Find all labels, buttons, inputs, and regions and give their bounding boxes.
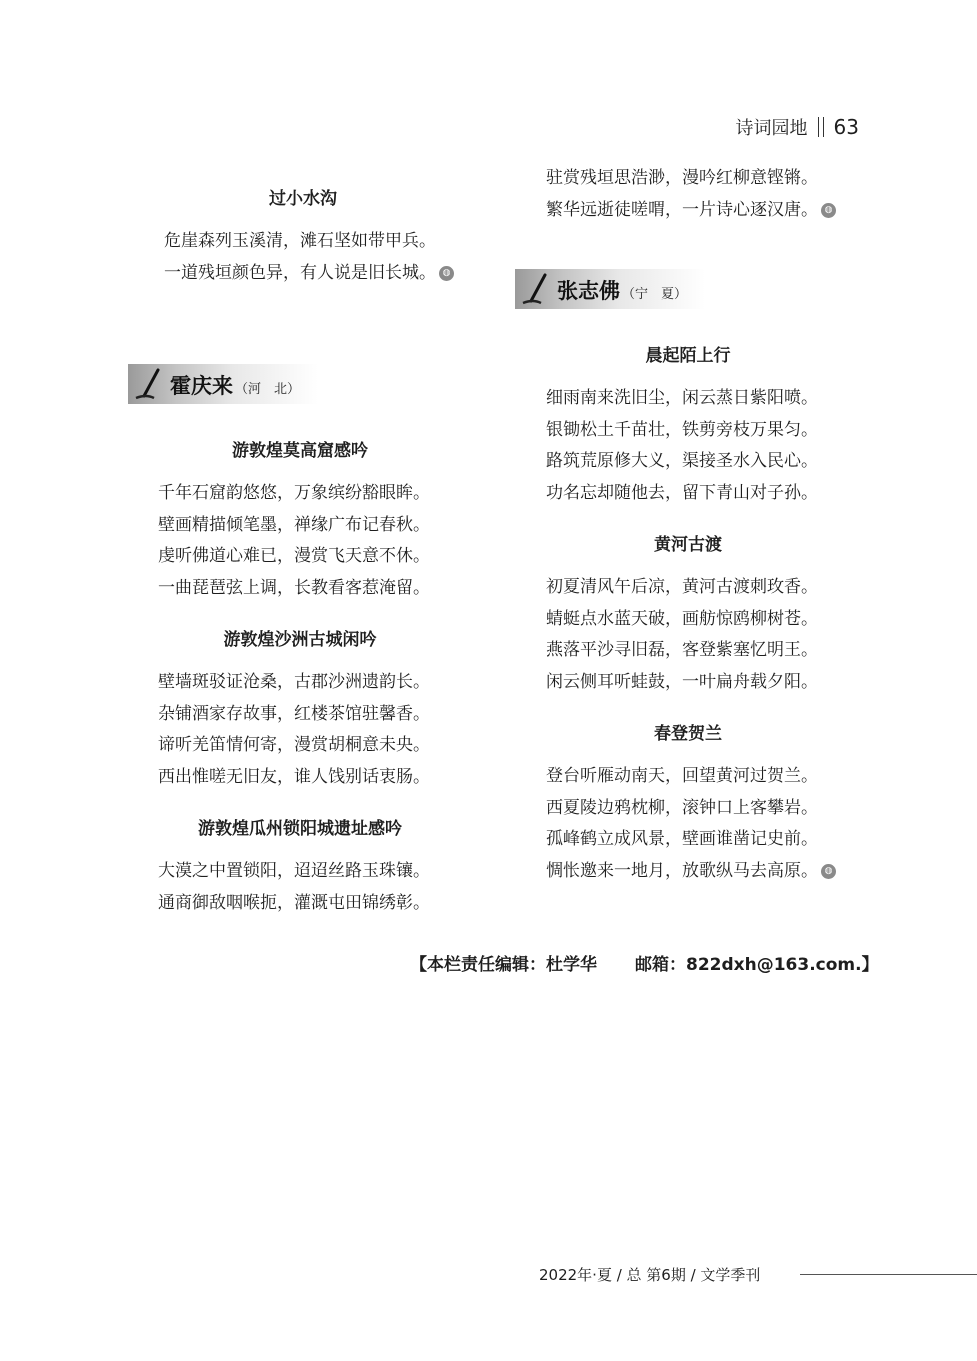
poem-line: 一曲琵琶弦上调，长教看客惹淹留。 bbox=[158, 577, 430, 598]
page-footer: 2022年·夏 / 总 第6期 / 文学季刊 bbox=[539, 1266, 761, 1284]
poem-title: 黄河古渡 bbox=[654, 535, 722, 555]
page-number: 63 bbox=[833, 115, 859, 139]
poem-line: 惆怅邀来一地月，放歌纵马去高原。 ◍ bbox=[546, 856, 836, 888]
editor-credit bbox=[410, 950, 879, 975]
section-title: 诗词园地 bbox=[735, 118, 808, 139]
poem-line: 千年石窟韵悠悠，万象缤纷豁眼眸。 bbox=[158, 483, 430, 503]
poem-body bbox=[158, 667, 430, 793]
poem-body bbox=[546, 761, 836, 887]
author-name: 张志佛 （宁 夏） bbox=[557, 278, 688, 303]
poem-body bbox=[158, 478, 430, 604]
end-mark-icon: ◍ bbox=[439, 266, 454, 281]
poem-line: 危崖森列玉溪清，滩石坚如带甲兵。 bbox=[164, 231, 436, 251]
poem-body bbox=[158, 856, 430, 919]
poem-line: 虔听佛道心难已，漫赏飞天意不休。 bbox=[158, 546, 430, 566]
poem-line: 大漠之中置锁阳，迢迢丝路玉珠镶。 bbox=[158, 861, 430, 881]
poem-title: 过小水沟 bbox=[269, 189, 337, 209]
author-region: （宁 夏） bbox=[622, 287, 688, 302]
poem-line: 谛听羌笛情何寄，漫赏胡桐意未央。 bbox=[158, 735, 430, 755]
poem-line: 闲云侧耳听蛙鼓，一叶扁舟载夕阳。 bbox=[546, 671, 818, 692]
header-separator bbox=[818, 117, 824, 137]
poem-line: 一道残垣颜色异，有人说是旧长城。 ◍ bbox=[164, 258, 454, 290]
end-mark-icon: ◍ bbox=[821, 864, 836, 879]
author-heading bbox=[128, 364, 318, 404]
poem-line: 壁画精描倾笔墨，禅缘广布记春秋。 bbox=[158, 514, 430, 535]
poem-title: 春登贺兰 bbox=[654, 724, 722, 744]
poem-line: 燕落平沙寻旧磊，客登紫塞忆明王。 bbox=[546, 640, 818, 660]
brush-icon bbox=[134, 368, 164, 400]
poem-line: 路筑荒原修大义，渠接圣水入民心。 bbox=[546, 451, 818, 471]
poem-line: 驻赏残垣思浩渺，漫吟红柳意铿锵。 bbox=[546, 168, 818, 188]
poem-line: 杂铺酒家存故事，红楼茶馆驻馨香。 bbox=[158, 703, 430, 724]
poem-line: 孤峰鹤立成风景，壁画谁凿记史前。 bbox=[546, 829, 818, 849]
poem-line: 银锄松土千苗壮，铁剪旁枝万果匀。 bbox=[546, 419, 818, 440]
editor-email: 邮箱：822dxh@163.com.】 bbox=[635, 955, 879, 975]
poem-body bbox=[546, 572, 818, 698]
poem-title: 游敦煌莫高窟感吟 bbox=[232, 441, 368, 461]
poem-body bbox=[546, 383, 818, 509]
poem-line: 功名忘却随他去，留下青山对子孙。 bbox=[546, 482, 818, 503]
author-heading bbox=[515, 269, 705, 309]
poem-line: 细雨南来洗旧尘，闲云蒸日紫阳喷。 bbox=[546, 388, 818, 408]
poem-body bbox=[164, 226, 454, 289]
editor-label: 【本栏责任编辑：杜学华 bbox=[410, 955, 597, 975]
poem-title: 晨起陌上行 bbox=[645, 346, 731, 366]
brush-icon bbox=[521, 273, 551, 305]
page-header bbox=[736, 114, 859, 140]
poem-title: 游敦煌瓜州锁阳城遗址感吟 bbox=[198, 819, 402, 839]
poem-line: 初夏清风午后凉，黄河古渡刺玫香。 bbox=[546, 577, 818, 597]
poem-line: 西夏陵边鸦枕柳，滚钟口上客攀岩。 bbox=[546, 797, 818, 818]
end-mark-icon: ◍ bbox=[821, 203, 836, 218]
poem-title: 游敦煌沙洲古城闲吟 bbox=[223, 630, 377, 650]
poem-line: 登台听雁动南天，回望黄河过贺兰。 bbox=[546, 766, 818, 786]
poem-line: 通商御敌咽喉扼，灌溉屯田锦绣彰。 bbox=[158, 892, 430, 913]
author-name: 霍庆来 （河 北） bbox=[170, 373, 301, 398]
poem-line: 西出惟嗟无旧友，谁人饯别话衷肠。 bbox=[158, 766, 430, 787]
footer-rule bbox=[800, 1274, 977, 1275]
poem-body bbox=[546, 163, 836, 226]
author-region: （河 北） bbox=[235, 382, 301, 397]
poem-line: 蜻蜓点水蓝天破，画舫惊鸥柳树苍。 bbox=[546, 608, 818, 629]
poem-line: 繁华远逝徒嗟喟，一片诗心逐汉唐。 ◍ bbox=[546, 195, 836, 227]
poem-line: 壁墙斑驳证沧桑，古郡沙洲遗韵长。 bbox=[158, 672, 430, 692]
